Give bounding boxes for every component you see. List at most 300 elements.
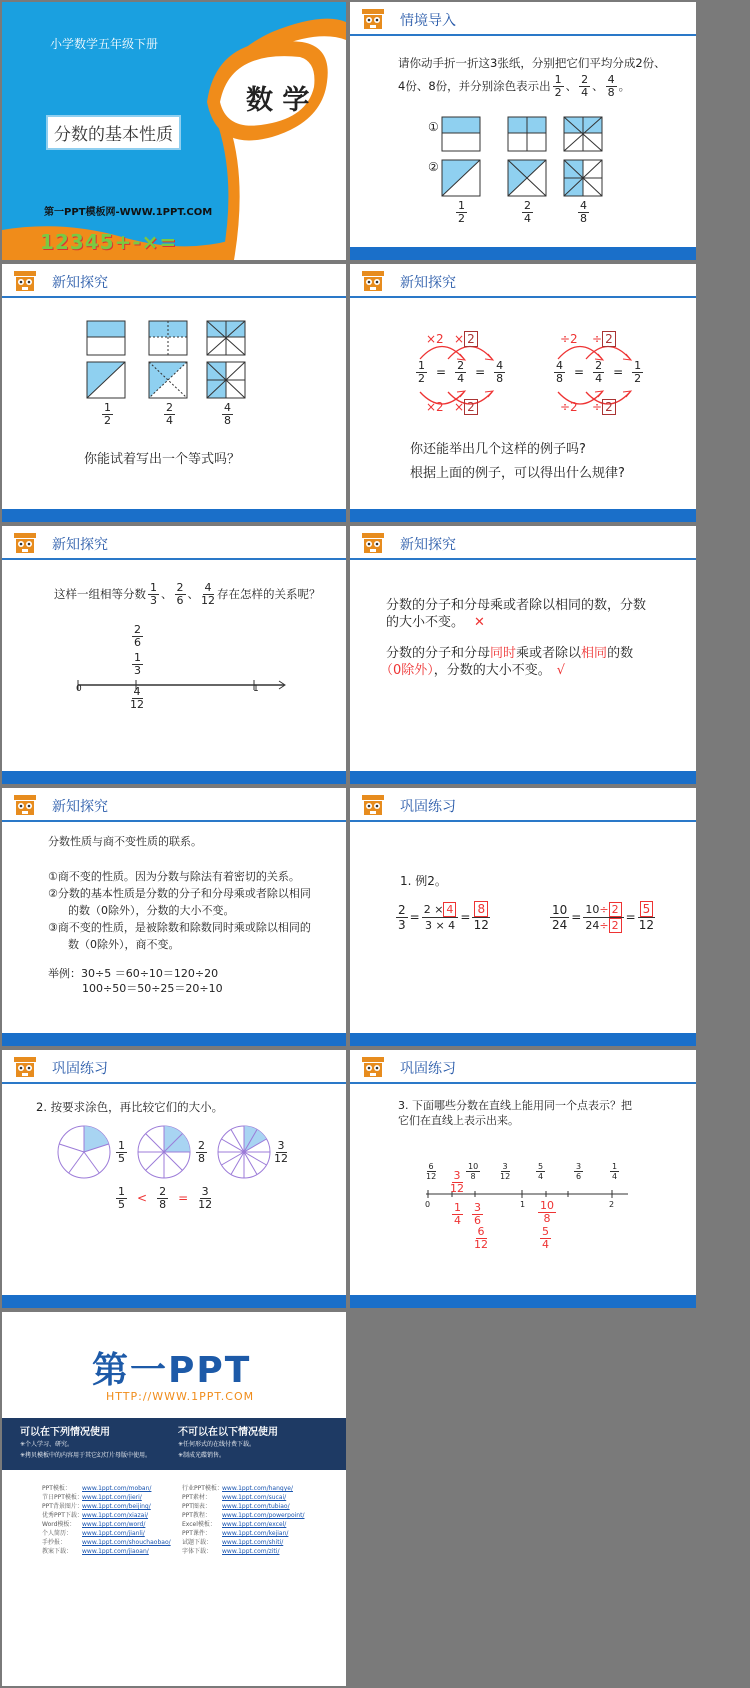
op-sign: ÷ (592, 332, 603, 346)
den: 12 (198, 1198, 213, 1211)
num: 1 (104, 401, 111, 414)
num: 1 (418, 359, 425, 372)
link-label: PPT背景图片： (42, 1503, 83, 1510)
link-label: 教案下载： (42, 1548, 73, 1555)
links-left (42, 1484, 171, 1556)
exercise-line2: 它们在直线上表示出来。 (398, 1114, 519, 1127)
answer-box: 2 (609, 918, 622, 933)
num: 10 (468, 1162, 479, 1171)
link-url[interactable]: www.1ppt.com/excel/ (222, 1521, 287, 1528)
exercise-title: 1. 例2。 (400, 874, 447, 888)
den: 6 (474, 1214, 481, 1227)
frac (116, 1140, 127, 1165)
sep: 、 (187, 587, 199, 601)
top-frac (426, 1162, 436, 1181)
exercise-line1: 3. 下面哪些分数在直线上能用同一个点表示？把 (398, 1099, 632, 1112)
den: 3 (134, 664, 141, 677)
owl-icon (360, 7, 386, 31)
op-sign: × (454, 332, 465, 346)
slide-practice-3[interactable] (350, 1050, 696, 1308)
top-frac (466, 1162, 480, 1181)
point-2b: 的数（0除外），分数的大小不变。 (68, 904, 235, 917)
den: 12 (130, 698, 144, 711)
tick-1: 1 (520, 1200, 526, 1209)
op-d2: ÷2 (560, 332, 578, 346)
frac (132, 624, 143, 649)
op-x (454, 332, 478, 346)
den: 8 (580, 212, 587, 225)
frac (550, 903, 569, 932)
example-2: 100÷50＝50÷25＝20÷10 (82, 982, 223, 995)
eq: = (460, 910, 471, 924)
link-label: Excel模板： (182, 1521, 216, 1528)
frac (102, 402, 113, 427)
answer-box: 4 (443, 902, 456, 917)
point-3b: 数（0除外），商不变。 (68, 938, 180, 951)
den: 6 (576, 1172, 582, 1181)
question: 你能试着写出一个等式吗？ (84, 452, 241, 467)
link-url[interactable]: www.1ppt.com/kejian/ (222, 1530, 289, 1537)
header-title: 巩固练习 (52, 1061, 108, 1077)
slide-footer (2, 1033, 346, 1046)
brand-logo: 第一PPT (92, 1350, 252, 1391)
den: 24 (552, 918, 568, 932)
num: 3 (453, 1169, 461, 1182)
den: 8 (159, 1198, 167, 1211)
link-url[interactable]: www.1ppt.com/xiazai/ (82, 1512, 149, 1519)
number-line (72, 678, 292, 692)
link-url[interactable]: www.1ppt.com/hangye/ (222, 1485, 293, 1492)
point-1: ①商不变的性质。因为分数与除法有着密切的关系。 (48, 870, 300, 883)
eq: = (571, 910, 582, 924)
link-row[interactable] (182, 1511, 304, 1520)
owl-icon (12, 1055, 38, 1079)
equation-left (414, 360, 507, 385)
link-label: 优秀PPT下载： (42, 1512, 83, 1519)
link-row[interactable] (42, 1511, 171, 1520)
num: 3 (502, 1162, 508, 1171)
highlight-same-time: 同时 (490, 646, 517, 661)
frac (553, 74, 564, 99)
cannot-2: ✳制成光碟销售。 (178, 1452, 226, 1459)
num (638, 902, 656, 918)
den: 6 (176, 594, 184, 607)
num: 4 (133, 685, 141, 698)
den: 8 (224, 414, 231, 427)
frac (522, 200, 533, 225)
text: ，分数的大小不变。 (433, 663, 551, 678)
link-row[interactable] (42, 1529, 171, 1538)
num: 4 (556, 359, 563, 372)
link-row[interactable] (42, 1484, 171, 1493)
den: 12 (474, 1238, 488, 1251)
statement-1b (386, 613, 485, 632)
wrong-mark: ✕ (474, 615, 485, 630)
owl-icon (360, 1055, 386, 1079)
link-label: PPT教程： (182, 1512, 211, 1519)
slide-footer (350, 509, 696, 522)
slide-explore-4[interactable] (350, 526, 696, 784)
den: 4 (454, 1214, 461, 1227)
frac (632, 360, 643, 385)
num: 1 (634, 359, 642, 372)
paper-squares (440, 116, 610, 198)
den: 3 (398, 918, 406, 932)
frac (554, 360, 565, 385)
link-row[interactable] (182, 1493, 304, 1502)
link-row[interactable] (182, 1547, 304, 1556)
link-row[interactable] (182, 1520, 304, 1529)
frac (452, 1202, 463, 1227)
top-frac (610, 1162, 619, 1181)
eq: = (475, 365, 486, 379)
link-url[interactable]: www.1ppt.com/jiaoan/ (82, 1548, 149, 1555)
den: 4 (166, 414, 173, 427)
den: 3 (150, 594, 157, 607)
op-sign: × (454, 400, 465, 414)
slide-header (2, 788, 346, 822)
text: 乘或者除以 (516, 646, 582, 661)
num: 1 (458, 199, 465, 212)
slide-footer (350, 1033, 696, 1046)
num: 2 (134, 623, 141, 636)
owl-icon (360, 269, 386, 293)
den: 2 (104, 414, 111, 427)
slide-explore-1[interactable] (2, 264, 346, 522)
frac (494, 360, 505, 385)
den: 12 (274, 1152, 288, 1165)
slide-header (350, 2, 696, 36)
frac (450, 1170, 464, 1195)
frac (164, 402, 175, 427)
den: 4 (595, 372, 603, 385)
link-url[interactable]: www.1ppt.com/word/ (82, 1521, 146, 1528)
slide-header (350, 1050, 696, 1084)
header-title: 新知探究 (52, 275, 108, 291)
answer-box: 8 (474, 901, 488, 917)
question-2: 根据上面的例子，可以得出什么规律? (410, 466, 625, 481)
link-label: PPT图表： (182, 1503, 211, 1510)
eq: = (574, 365, 585, 379)
slide-footer (350, 771, 696, 784)
op-x2: ×2 (426, 400, 444, 414)
frac (157, 1186, 168, 1211)
link-label: Word模板： (42, 1521, 76, 1528)
header-title: 巩固练习 (400, 799, 456, 815)
q-text: 这样一组相等分数 (54, 587, 146, 601)
header-title: 新知探究 (52, 799, 108, 815)
den: 12 (473, 918, 489, 932)
den: 12 (426, 1172, 437, 1181)
paper-squares (86, 320, 256, 400)
den: 8 (556, 372, 563, 385)
box-2: 2 (602, 331, 616, 347)
num: 2 (159, 1185, 167, 1198)
cannot-title: 不可以在以下情况使用 (178, 1427, 278, 1438)
frac (472, 1202, 483, 1227)
op: ÷ (599, 903, 609, 916)
link-row[interactable] (182, 1502, 304, 1511)
frac (472, 902, 490, 933)
slide-footer (350, 1295, 696, 1308)
header-title: 新知探究 (52, 537, 108, 553)
slide-practice-1[interactable] (350, 788, 696, 1046)
topic: 分数性质与商不变性质的联系。 (48, 835, 202, 848)
den: 4 (581, 86, 589, 99)
frac (130, 686, 144, 711)
highlight-zero: （0除外） (380, 663, 434, 678)
num: 2 (457, 359, 465, 372)
end: 。 (618, 79, 631, 93)
den: 12 (500, 1172, 511, 1181)
slide-credits[interactable] (2, 1312, 346, 1686)
slide-header (350, 526, 696, 560)
owl-icon (12, 793, 38, 817)
num: 3 (474, 1201, 481, 1214)
num: 4 (224, 401, 231, 414)
link-label: 节日PPT模板： (42, 1494, 83, 1501)
highlight-same: 相同 (581, 646, 608, 661)
cover-grade: 小学数学五年级下册 (50, 37, 159, 51)
slide-header (2, 264, 346, 298)
tick-0: 0 (425, 1200, 431, 1209)
box-2: 2 (464, 399, 478, 415)
text: 分数的分子和分母 (386, 646, 491, 661)
slide-footer (2, 509, 346, 522)
num: 6 (428, 1162, 434, 1171)
equation-1 (394, 902, 492, 933)
statement-1a: 分数的分子和分母乘或者除以相同的数，分数 (386, 598, 647, 613)
frac (132, 652, 143, 677)
op-d (592, 332, 616, 346)
label-2: ② (428, 160, 439, 174)
num: 4 (496, 359, 504, 372)
frac (456, 200, 467, 225)
slide-footer (350, 247, 696, 260)
link-row[interactable] (182, 1538, 304, 1547)
frac (578, 200, 589, 225)
equation-right (552, 360, 645, 385)
slide-practice-2[interactable] (2, 1050, 346, 1308)
slide-explore-3[interactable] (2, 526, 346, 784)
header-title: 新知探究 (400, 537, 456, 553)
top-frac (574, 1162, 583, 1181)
slide-explore-2[interactable] (350, 264, 696, 522)
frac (579, 74, 590, 99)
link-url[interactable]: www.1ppt.com/powerpoint/ (222, 1512, 305, 1519)
slide-intro[interactable] (350, 2, 696, 260)
owl-icon (12, 531, 38, 555)
link-row[interactable] (42, 1502, 171, 1511)
point-3a: ③商不变的性质，是被除数和除数同时乘或除以相同的 (48, 921, 311, 934)
intro-line2 (398, 74, 630, 99)
link-url[interactable]: www.1ppt.com/beijing/ (82, 1503, 151, 1510)
eq: = (409, 910, 420, 924)
owl-icon (360, 793, 386, 817)
link-row[interactable] (42, 1547, 171, 1556)
box-2: 2 (464, 331, 478, 347)
den-text: 24 (585, 919, 600, 932)
header-title: 巩固练习 (400, 1061, 456, 1077)
link-row[interactable] (42, 1520, 171, 1529)
link-row[interactable] (42, 1538, 171, 1547)
eq: = (625, 910, 636, 924)
num: 6 (477, 1225, 485, 1238)
num (472, 902, 490, 918)
header-title: 新知探究 (400, 275, 456, 291)
link-label: 行业PPT模板： (182, 1485, 223, 1492)
top-frac (500, 1162, 510, 1181)
frac (638, 902, 656, 933)
num: 10 (540, 1199, 554, 1212)
den: 4 (524, 212, 531, 225)
den: 12 (638, 918, 655, 932)
den: 2 (418, 372, 425, 385)
num: 1 (554, 73, 562, 86)
den: 4 (457, 372, 465, 385)
num: 4 (607, 73, 615, 86)
num: 1 (454, 1201, 461, 1214)
den: 3 × 4 (424, 919, 456, 932)
num: 2 (166, 401, 173, 414)
num (583, 902, 623, 918)
box-2: 2 (602, 399, 616, 415)
link-row[interactable] (182, 1529, 304, 1538)
frac (583, 902, 623, 933)
frac (198, 1186, 212, 1211)
owl-icon (360, 531, 386, 555)
op-x2: ×2 (426, 332, 444, 346)
num (422, 902, 459, 918)
num: 4 (204, 581, 212, 594)
frac (593, 360, 604, 385)
den: 2 (458, 212, 465, 225)
den (585, 918, 621, 933)
slide-header (350, 788, 696, 822)
sep: 、 (592, 79, 604, 93)
tick-2: 2 (609, 1200, 615, 1209)
num: 4 (580, 199, 587, 212)
tick-1: 1 (253, 684, 259, 694)
num: 2 (176, 581, 184, 594)
num: 2 (398, 903, 406, 917)
num-text: 2 × (423, 903, 444, 916)
num-text: 10 (585, 903, 600, 916)
statement-2b (380, 661, 565, 680)
intro-text: 4份、8份，并分别涂色表示出 (398, 79, 551, 93)
eq: = (436, 365, 447, 379)
link-label: 试题下载： (182, 1539, 213, 1546)
slide-explore-5[interactable] (2, 788, 346, 1046)
less-than: < (137, 1191, 148, 1205)
link-url[interactable]: www.1ppt.com/jieri/ (82, 1494, 142, 1501)
frac (422, 902, 459, 933)
cover-site: 第一PPT模板网-WWW.1PPT.COM (44, 207, 213, 218)
link-label: PPT素材： (182, 1494, 211, 1501)
link-label: PPT课件： (182, 1530, 211, 1537)
sep: 、 (161, 587, 173, 601)
den: 5 (118, 1152, 125, 1165)
intro-line1: 请你动手折一折这3张纸，分别把它们平均分成2份、 (398, 56, 666, 70)
num: 1 (134, 651, 141, 664)
cover-title: 分数的基本性质 (46, 115, 181, 150)
den: 5 (118, 1198, 125, 1211)
frac (175, 582, 186, 607)
den: 8 (496, 372, 504, 385)
num: 5 (542, 1225, 549, 1238)
num: 2 (581, 73, 589, 86)
den: 12 (201, 594, 215, 607)
num: 3 (201, 1185, 209, 1198)
slide-footer (2, 1295, 346, 1308)
link-label: 个人简历： (42, 1530, 73, 1537)
slide-header (350, 264, 696, 298)
den: 12 (450, 1182, 464, 1195)
can-1: ✳个人学习、研究。 (20, 1441, 74, 1448)
link-url[interactable]: www.1ppt.com/shouchaobao/ (82, 1539, 171, 1546)
equation-2 (548, 902, 657, 933)
slide-footer (2, 771, 346, 784)
num: 3 (576, 1162, 582, 1171)
link-label: 字体下载： (182, 1548, 213, 1555)
tick-0: 0 (76, 684, 82, 694)
slide-header (2, 526, 346, 560)
num: 10 (552, 903, 568, 917)
eq: = (613, 365, 624, 379)
op-d2: ÷2 (560, 400, 578, 414)
links-right (182, 1484, 304, 1556)
frac (116, 1186, 127, 1211)
label-1: ① (428, 120, 439, 134)
den: 8 (607, 86, 615, 99)
frac (222, 402, 233, 427)
link-url[interactable]: www.1ppt.com/shiti/ (222, 1539, 284, 1546)
num: 1 (612, 1162, 618, 1171)
point-2a: ②分数的基本性质是分数的分子和分母乘或者除以相同 (48, 887, 311, 900)
cannot-1: ✳任何形式的在线付费下载。 (178, 1441, 256, 1448)
equals: = (178, 1191, 189, 1205)
link-url[interactable]: www.1ppt.com/ziti/ (222, 1548, 280, 1555)
link-label: 手抄报： (42, 1539, 67, 1546)
num: 3 (277, 1139, 285, 1152)
frac (416, 360, 427, 385)
link-row[interactable] (42, 1493, 171, 1502)
num: 2 (198, 1139, 205, 1152)
op-x (454, 400, 478, 414)
link-label: PPT模板： (42, 1485, 71, 1492)
num: 2 (524, 199, 531, 212)
slide-cover[interactable] (2, 2, 346, 260)
cover-subject: 数 学 (246, 85, 310, 116)
frac (474, 1226, 488, 1251)
slide-header (2, 1050, 346, 1084)
cover-digits: 12345+-×= (40, 230, 178, 254)
num: 5 (538, 1162, 544, 1171)
link-row[interactable] (182, 1484, 304, 1493)
text: 的数 (607, 646, 634, 661)
den: 4 (612, 1172, 618, 1181)
den: 8 (198, 1152, 205, 1165)
link-url[interactable]: www.1ppt.com/moban/ (82, 1485, 152, 1492)
header-title: 情境导入 (400, 13, 456, 29)
question-1: 你还能举出几个这样的例子吗? (410, 442, 586, 457)
can-title: 可以在下列情况使用 (20, 1427, 110, 1438)
link-url[interactable]: www.1ppt.com/tubiao/ (222, 1503, 290, 1510)
can-2: ✳拷贝模板中的内容用于其它幻灯片母版中使用。 (20, 1452, 152, 1459)
link-url[interactable]: www.1ppt.com/jianli/ (82, 1530, 145, 1537)
frac (196, 1140, 207, 1165)
link-url[interactable]: www.1ppt.com/sucai/ (222, 1494, 287, 1501)
